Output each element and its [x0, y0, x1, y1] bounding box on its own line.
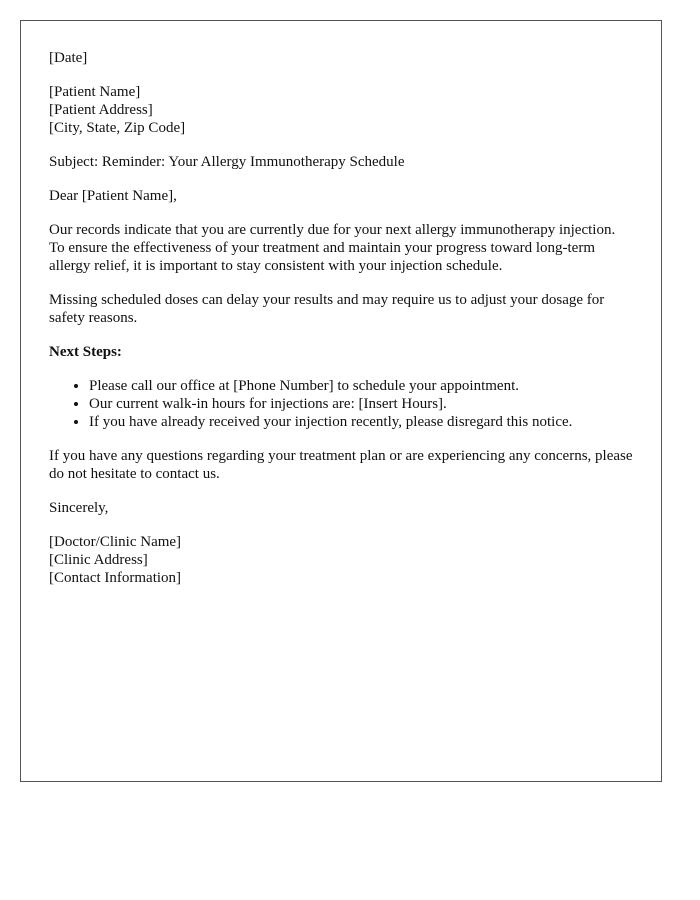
sender-address: [Clinic Address]	[49, 552, 148, 568]
closing-paragraph: If you have any questions regarding your treatment plan or are experiencing any concerns, please do not hesitate to contact us.	[49, 448, 633, 482]
patient-city-state-zip: [City, State, Zip Code]	[49, 120, 186, 136]
letter-page	[20, 20, 662, 782]
next-steps-heading: Next Steps:	[49, 344, 122, 360]
signoff: Sincerely,	[49, 500, 109, 516]
list-item: • If you have already received your injection recently, please disregard this notice.	[89, 413, 633, 431]
salutation: Dear [Patient Name],	[49, 188, 177, 204]
patient-address: [Patient Address]	[49, 102, 153, 118]
date-text: [Date]	[49, 50, 88, 66]
sender-name: [Doctor/Clinic Name]	[49, 534, 182, 550]
sender-contact: [Contact Information]	[49, 570, 182, 586]
letter-date	[49, 49, 633, 67]
sender-block	[49, 533, 633, 587]
body-paragraph-1: Our records indicate that you are currently due for your next allergy immunotherapy injection. To ensure the effectiveness of your treatment and maintain your progress toward long-term allergy relief, it is important to stay consistent with your injection schedule.	[49, 222, 616, 274]
patient-name: [Patient Name]	[49, 84, 141, 100]
next-steps-list	[49, 377, 633, 431]
body-paragraph-2: Missing scheduled doses can delay your results and may require us to adjust your dosage for safety reasons.	[49, 292, 605, 326]
subject-line: Subject: Reminder: Your Allergy Immunotherapy Schedule	[49, 154, 405, 170]
recipient-address-block	[49, 83, 633, 137]
list-item: • Please call our office at [Phone Number] to schedule your appointment.	[89, 377, 633, 395]
list-item: • Our current walk-in hours for injections are: [Insert Hours].	[89, 395, 633, 413]
